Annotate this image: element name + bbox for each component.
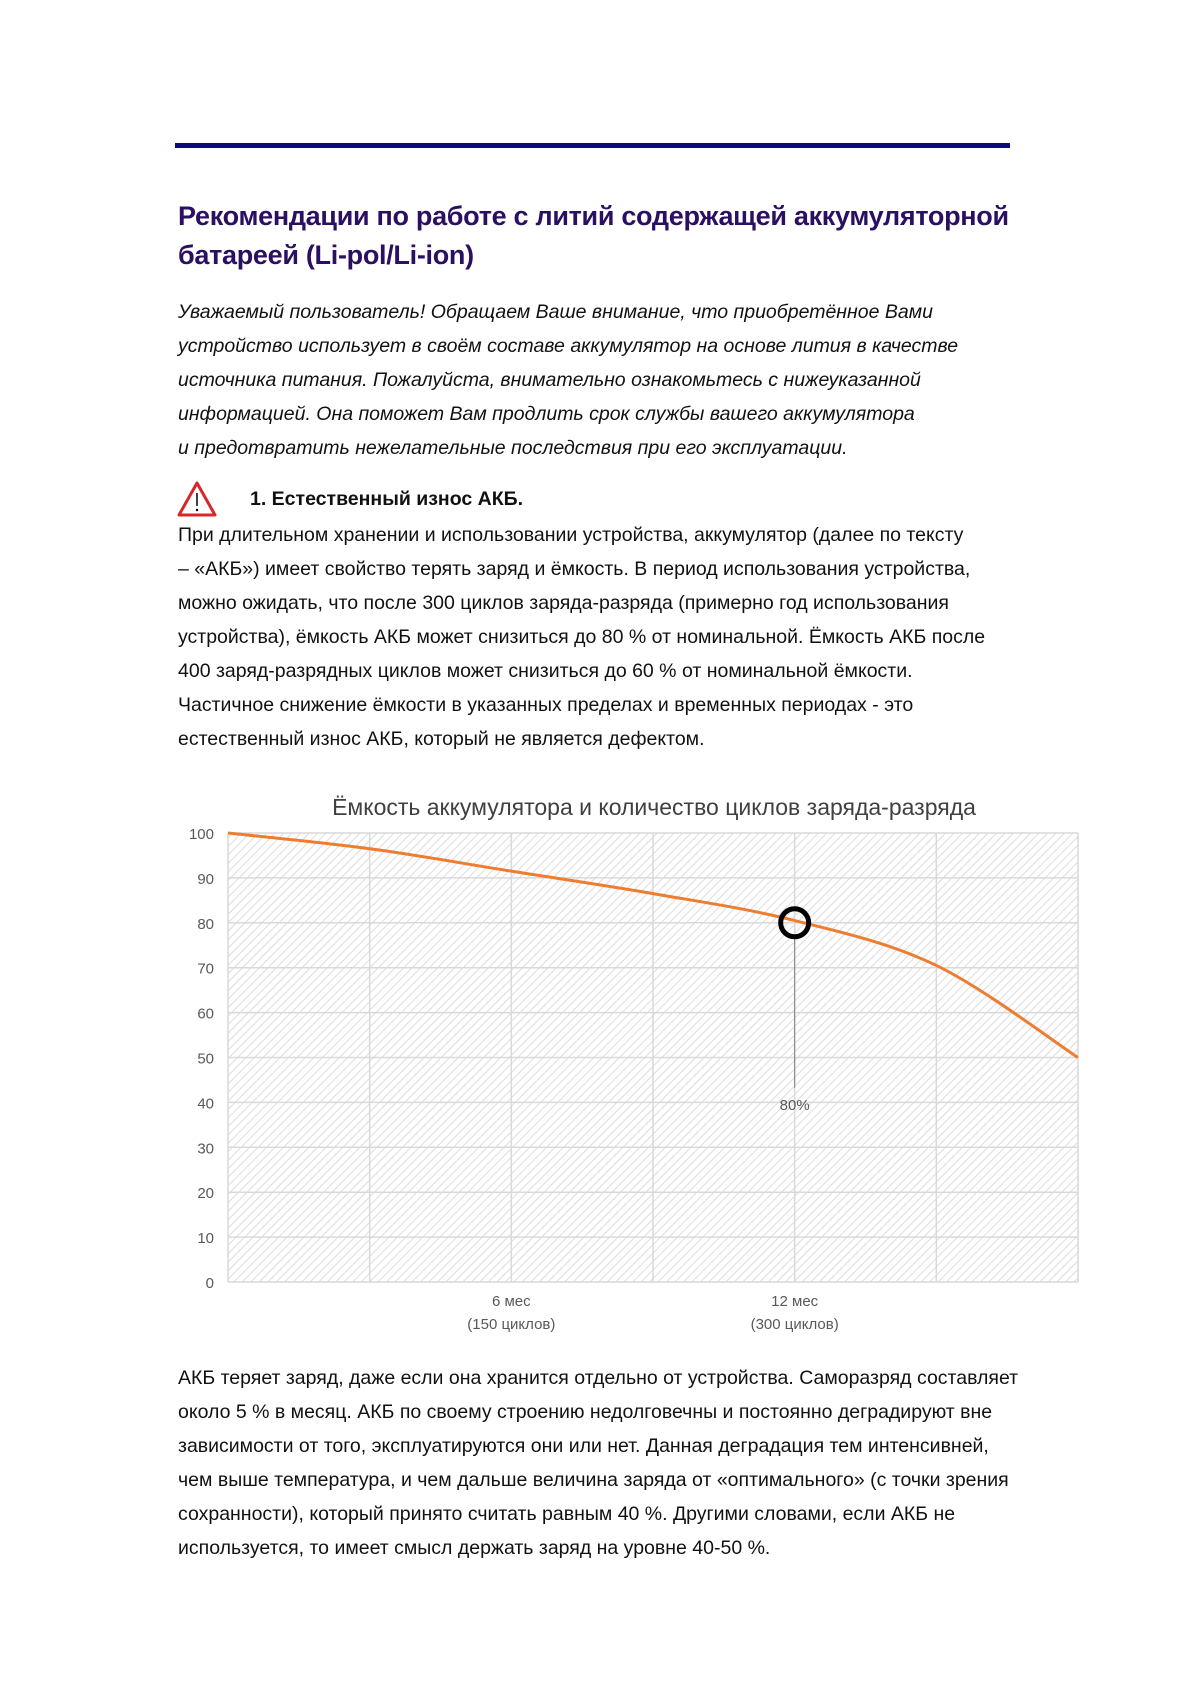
y-tick-label: 90 xyxy=(197,870,214,888)
page-title xyxy=(178,197,1009,275)
section1-paragraph xyxy=(178,518,985,756)
y-tick-label: 100 xyxy=(188,826,214,843)
y-tick-label: 60 xyxy=(197,1005,214,1023)
y-tick-label: 80 xyxy=(197,915,214,933)
text-line: около 5 % в месяц. АКБ по своему строению недолговечны и постоянно деградируют вне xyxy=(178,1401,993,1423)
text-line: зависимости от того, эксплуатируются они или нет. Данная деградация тем интенсивней, xyxy=(178,1435,989,1457)
title-line: Рекомендации по работе с литий содержащей аккумуляторной xyxy=(178,201,1009,231)
y-tick-label: 70 xyxy=(197,960,214,978)
text-line: можно ожидать, что после 300 циклов заряда-разряда (примерно год использования xyxy=(178,592,949,614)
text-line: источника питания. Пожалуйста, внимательно ознакомьтесь с нижеуказанной xyxy=(178,369,921,391)
y-tick-label: 10 xyxy=(197,1230,214,1248)
y-tick-label: 20 xyxy=(197,1185,214,1203)
x-tick-sublabel: (300 циклов) xyxy=(750,1316,839,1333)
y-tick-label: 40 xyxy=(197,1095,214,1113)
warning-triangle-icon xyxy=(177,481,217,517)
top-rule xyxy=(175,143,1010,148)
text-line: Уважаемый пользователь! Обращаем Ваше внимание, что приобретённое Вами xyxy=(178,301,933,323)
text-line: и предотвратить нежелательные последствия при его эксплуатации. xyxy=(178,437,848,459)
x-tick-sublabel: (150 циклов) xyxy=(467,1316,556,1333)
x-tick-label: 6 мес xyxy=(491,1293,531,1310)
text-line: Частичное снижение ёмкости в указанных пределах и временных периодах - это xyxy=(178,694,914,716)
text-line: При длительном хранении и использовании устройства, аккумулятор (далее по тексту xyxy=(178,524,964,546)
section2-paragraph xyxy=(178,1361,1018,1565)
text-line: устройства), ёмкость АКБ может снизиться до 80 % от номинальной. Ёмкость АКБ после xyxy=(178,626,986,648)
x-tick-label: 12 мес xyxy=(771,1293,819,1310)
title-line: батареей (Li-pol/Li-ion) xyxy=(178,240,474,270)
text-line: 400 заряд-разрядных циклов может снизиться до 60 % от номинальной ёмкости. xyxy=(178,660,913,682)
text-line: чем выше температура, и чем дальше величина заряда от «оптимального» (с точки зрения xyxy=(178,1469,1009,1491)
text-line: информацией. Она поможет Вам продлить срок службы вашего аккумулятора xyxy=(178,403,915,425)
intro-paragraph xyxy=(178,295,958,465)
section-heading: 1. Естественный износ АКБ. xyxy=(250,488,524,510)
text-line: используется, то имеет смысл держать заряд на уровне 40-50 %. xyxy=(178,1537,771,1559)
y-tick-label: 0 xyxy=(205,1275,214,1292)
chart-title: Ёмкость аккумулятора и количество циклов заряда-разряда xyxy=(332,794,976,820)
text-line: сохранности), который принято считать равным 40 %. Другими словами, если АКБ не xyxy=(178,1503,956,1525)
capacity-chart xyxy=(170,785,1090,1335)
text-line: – «АКБ») имеет свойство терять заряд и ёмкость. В период использования устройства, xyxy=(178,558,971,580)
text-line: естественный износ АКБ, который не является дефектом. xyxy=(178,728,705,750)
text-line: устройство использует в своём составе аккумулятор на основе лития в качестве xyxy=(178,335,959,357)
y-tick-label: 30 xyxy=(197,1140,214,1158)
text-line: АКБ теряет заряд, даже если она хранится отдельно от устройства. Саморазряд составляет xyxy=(178,1367,1019,1389)
y-tick-label: 50 xyxy=(197,1050,214,1068)
annotation-label: 80% xyxy=(779,1096,810,1114)
